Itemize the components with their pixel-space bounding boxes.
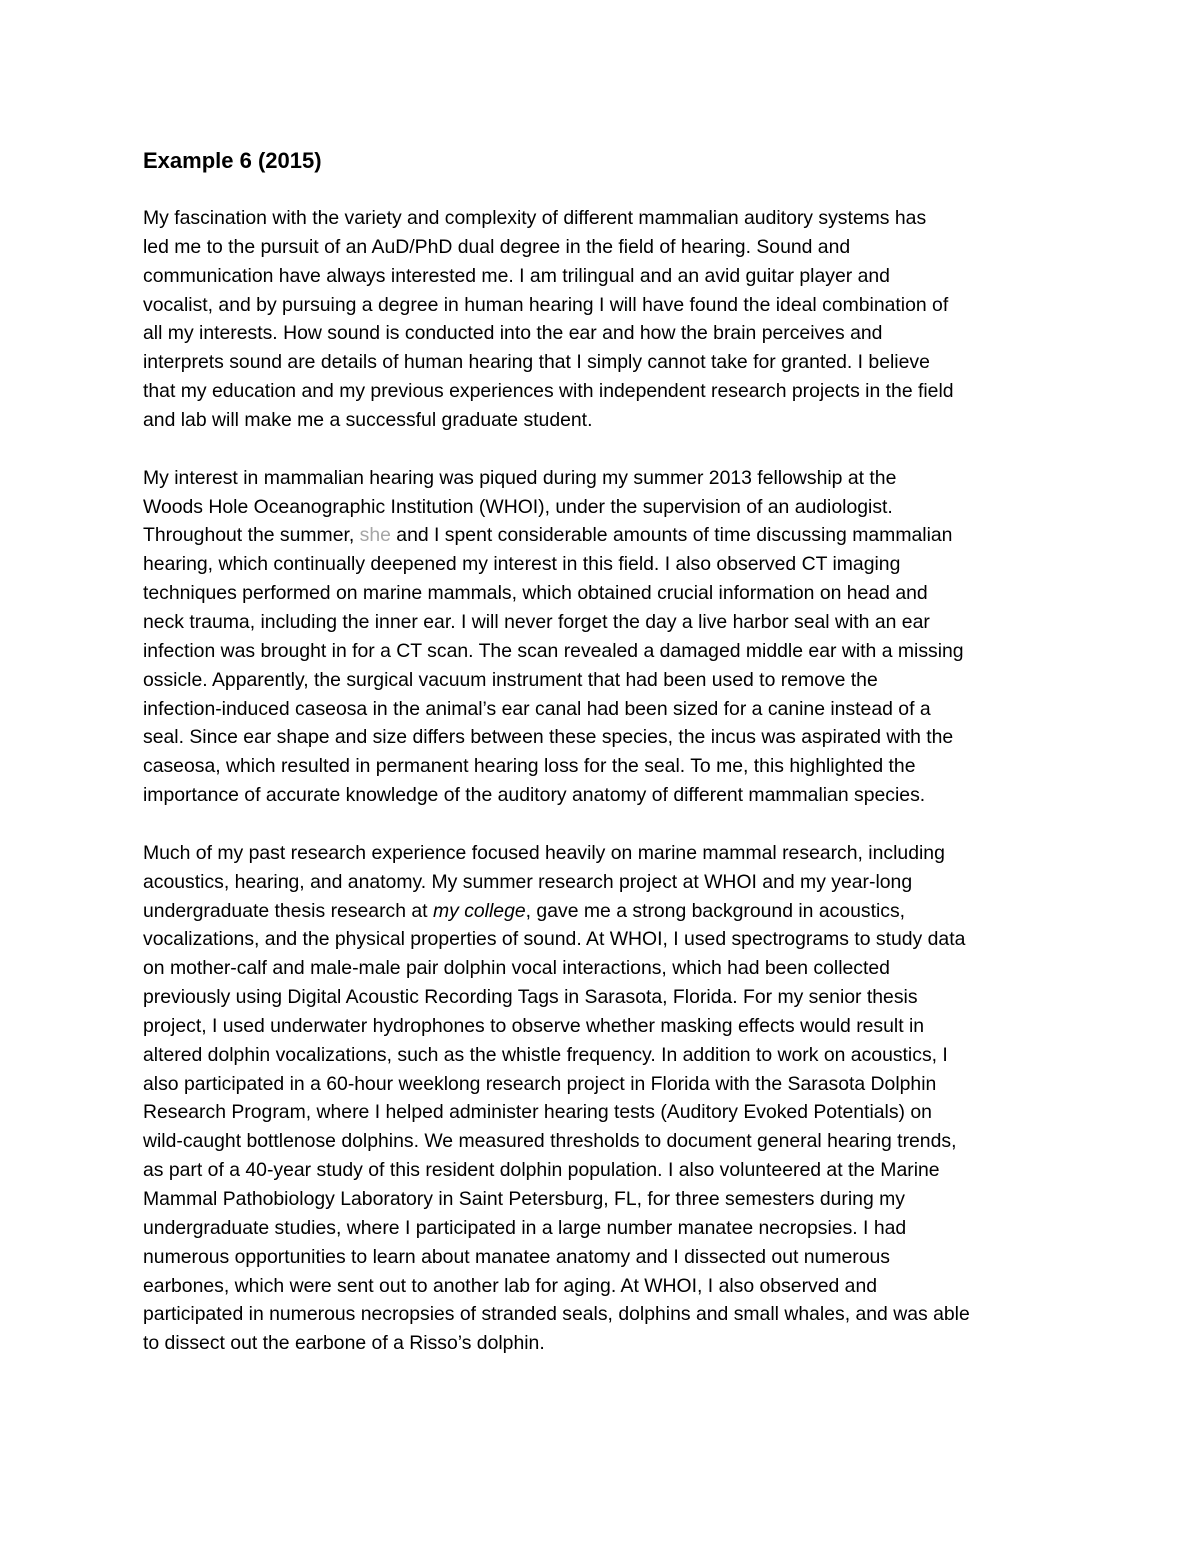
- paragraph-line: participated in numerous necropsies of stranded seals, dolphins and small whales, and was able: [143, 1303, 970, 1326]
- paragraph-2: [143, 464, 1063, 810]
- paragraph-line: to dissect out the earbone of a Risso’s dolphin.: [143, 1332, 545, 1355]
- document-page: [143, 146, 1063, 1387]
- paragraph-line: as part of a 40-year study of this resident dolphin population. I also volunteered at the Marine: [143, 1159, 940, 1182]
- paragraph-line: neck trauma, including the inner ear. I will never forget the day a live harbor seal with an ear: [143, 610, 930, 633]
- paragraph-1: [143, 204, 1063, 435]
- line-segment: , gave me a strong background in acoustics,: [525, 899, 906, 922]
- paragraph-line: altered dolphin vocalizations, such as the whistle frequency. In addition to work on acoustics, I: [143, 1043, 948, 1066]
- paragraph-line: previously using Digital Acoustic Recording Tags in Sarasota, Florida. For my senior thesis: [143, 986, 918, 1009]
- paragraph-line: infection was brought in for a CT scan. The scan revealed a damaged middle ear with a missing: [143, 639, 964, 662]
- paragraph-line: ossicle. Apparently, the surgical vacuum instrument that had been used to remove the: [143, 668, 878, 691]
- paragraph-line: My fascination with the variety and complexity of different mammalian auditory systems has: [143, 207, 927, 229]
- paragraph-line: hearing, which continually deepened my interest in this field. I also observed CT imaging: [143, 553, 901, 576]
- paragraph-line: interprets sound are details of human hearing that I simply cannot take for granted. I believe: [143, 351, 930, 374]
- highlighted-word: she: [359, 524, 391, 547]
- paragraph-line: wild-caught bottlenose dolphins. We measured thresholds to document general hearing trends,: [143, 1130, 957, 1153]
- paragraph-3: [143, 839, 1063, 1358]
- paragraph-line: vocalizations, and the physical properties of sound. At WHOI, I used spectrograms to study data: [143, 928, 966, 951]
- paragraph-line: acoustics, hearing, and anatomy. My summer research project at WHOI and my year-long: [143, 870, 913, 893]
- paragraph-line: vocalist, and by pursuing a degree in human hearing I will have found the ideal combination of: [143, 293, 949, 316]
- paragraph-line: earbones, which were sent out to another lab for aging. At WHOI, I also observed and: [143, 1274, 878, 1297]
- paragraph-line: My interest in mammalian hearing was piqued during my summer 2013 fellowship at the: [143, 466, 897, 489]
- line-segment: Throughout the summer,: [143, 524, 360, 547]
- paragraph-line: communication have always interested me. I am trilingual and an avid guitar player and: [143, 264, 890, 287]
- paragraph-line: that my education and my previous experiences with independent research projects in the field: [143, 380, 954, 403]
- paragraph-line: caseosa, which resulted in permanent hearing loss for the seal. To me, this highlighted the: [143, 755, 916, 778]
- paragraph-line: [143, 521, 1063, 550]
- paragraph-line: numerous opportunities to learn about manatee anatomy and I dissected out numerous: [143, 1245, 891, 1268]
- italic-phrase: my college: [432, 899, 526, 922]
- paragraph-line: also participated in a 60-hour weeklong research project in Florida with the Sarasota Dolphin: [143, 1072, 937, 1095]
- paragraph-line: led me to the pursuit of an AuD/PhD dual degree in the field of hearing. Sound and: [143, 235, 851, 258]
- paragraph-line: and lab will make me a successful graduate student.: [143, 408, 593, 431]
- paragraph-line: importance of accurate knowledge of the auditory anatomy of different mammalian species.: [143, 784, 926, 807]
- paragraph-line: seal. Since ear shape and size differs between these species, the incus was aspirated with the: [143, 726, 954, 749]
- paragraph-line: [143, 897, 1063, 926]
- paragraph-line: Mammal Pathobiology Laboratory in Saint Petersburg, FL, for three semesters during my: [143, 1188, 905, 1210]
- line-segment: and I spent considerable amounts of time discussing mammalian: [390, 524, 953, 547]
- paragraph-line: all my interests. How sound is conducted into the ear and how the brain perceives and: [143, 322, 883, 345]
- paragraph-line: project, I used underwater hydrophones to observe whether masking effects would result in: [143, 1014, 925, 1037]
- paragraph-line: on mother-calf and male-male pair dolphin vocal interactions, which had been collected: [143, 957, 890, 980]
- paragraph-line: Research Program, where I helped administer hearing tests (Auditory Evoked Potentials) on: [143, 1101, 932, 1124]
- line-segment: undergraduate thesis research at: [143, 899, 433, 922]
- paragraph-line: infection-induced caseosa in the animal’s ear canal had been sized for a canine instead of a: [143, 697, 931, 720]
- paragraph-line: undergraduate studies, where I participated in a large number manatee necropsies. I had: [143, 1216, 907, 1239]
- paragraph-line: techniques performed on marine mammals, which obtained crucial information on head and: [143, 582, 928, 605]
- document-title: Example 6 (2015): [143, 148, 322, 173]
- paragraph-line: Woods Hole Oceanographic Institution (WHOI), under the supervision of an audiologist.: [143, 495, 893, 518]
- paragraph-line: Much of my past research experience focused heavily on marine mammal research, including: [143, 841, 945, 864]
